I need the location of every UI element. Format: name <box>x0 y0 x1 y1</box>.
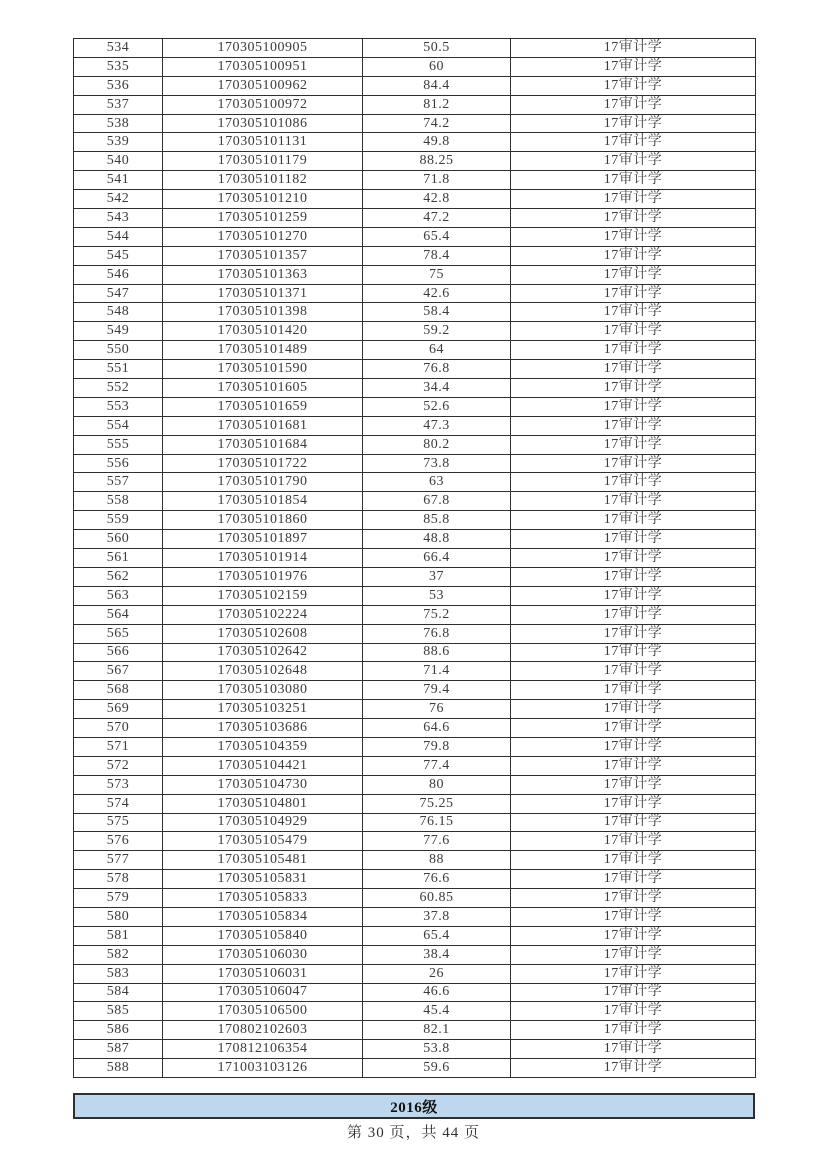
score-cell: 37.8 <box>363 907 511 926</box>
student-id-cell: 170305101684 <box>163 435 363 454</box>
score-cell: 47.3 <box>363 416 511 435</box>
score-cell: 38.4 <box>363 945 511 964</box>
page-footer: 第 30 页，共 44 页 <box>346 1125 480 1141</box>
score-cell: 76.6 <box>363 870 511 889</box>
student-id-cell: 170305105481 <box>163 851 363 870</box>
score-cell: 80.2 <box>363 435 511 454</box>
row-number-cell: 569 <box>74 700 163 719</box>
major-cell: 17审计学 <box>511 719 756 738</box>
major-cell: 17审计学 <box>511 209 756 228</box>
table-row <box>74 1021 756 1040</box>
score-table <box>73 38 756 1078</box>
major-cell: 17审计学 <box>511 945 756 964</box>
student-id-cell: 170305101659 <box>163 397 363 416</box>
score-cell: 45.4 <box>363 1002 511 1021</box>
student-id-cell: 171003103126 <box>163 1059 363 1078</box>
student-id-cell: 170305103686 <box>163 719 363 738</box>
row-number-cell: 580 <box>74 907 163 926</box>
row-number-cell: 564 <box>74 605 163 624</box>
score-cell: 50.5 <box>363 39 511 58</box>
table-row <box>74 190 756 209</box>
major-cell: 17审计学 <box>511 133 756 152</box>
grade-band-label: 2016级 <box>390 1099 438 1116</box>
student-id-cell: 170305105831 <box>163 870 363 889</box>
table-row <box>74 586 756 605</box>
row-number-cell: 560 <box>74 530 163 549</box>
student-id-cell: 170305104929 <box>163 813 363 832</box>
major-cell: 17审计学 <box>511 152 756 171</box>
table-row <box>74 1002 756 1021</box>
student-id-cell: 170305101259 <box>163 209 363 228</box>
student-id-cell: 170305102642 <box>163 643 363 662</box>
score-cell: 76 <box>363 700 511 719</box>
row-number-cell: 562 <box>74 567 163 586</box>
major-cell: 17审计学 <box>511 171 756 190</box>
score-cell: 74.2 <box>363 114 511 133</box>
score-cell: 60.85 <box>363 889 511 908</box>
row-number-cell: 575 <box>74 813 163 832</box>
major-cell: 17审计学 <box>511 643 756 662</box>
table-row <box>74 171 756 190</box>
score-cell: 79.4 <box>363 681 511 700</box>
table-row <box>74 870 756 889</box>
score-cell: 53.8 <box>363 1040 511 1059</box>
major-cell: 17审计学 <box>511 662 756 681</box>
table-row <box>74 246 756 265</box>
table-row <box>74 832 756 851</box>
major-cell: 17审计学 <box>511 246 756 265</box>
table-row <box>74 851 756 870</box>
major-cell: 17审计学 <box>511 549 756 568</box>
student-id-cell: 170305101681 <box>163 416 363 435</box>
student-id-cell: 170305105834 <box>163 907 363 926</box>
major-cell: 17审计学 <box>511 964 756 983</box>
table-row <box>74 360 756 379</box>
row-number-cell: 588 <box>74 1059 163 1078</box>
score-cell: 67.8 <box>363 492 511 511</box>
score-cell: 58.4 <box>363 303 511 322</box>
table-row <box>74 567 756 586</box>
row-number-cell: 537 <box>74 95 163 114</box>
table-row <box>74 719 756 738</box>
student-id-cell: 170305100972 <box>163 95 363 114</box>
row-number-cell: 554 <box>74 416 163 435</box>
score-cell: 26 <box>363 964 511 983</box>
student-id-cell: 170305105840 <box>163 926 363 945</box>
score-cell: 64.6 <box>363 719 511 738</box>
table-row <box>74 681 756 700</box>
major-cell: 17审计学 <box>511 454 756 473</box>
table-row <box>74 209 756 228</box>
student-id-cell: 170305104421 <box>163 756 363 775</box>
major-cell: 17审计学 <box>511 813 756 832</box>
score-cell: 75.2 <box>363 605 511 624</box>
major-cell: 17审计学 <box>511 284 756 303</box>
table-row <box>74 473 756 492</box>
student-id-cell: 170305104359 <box>163 737 363 756</box>
major-cell: 17审计学 <box>511 794 756 813</box>
row-number-cell: 538 <box>74 114 163 133</box>
row-number-cell: 563 <box>74 586 163 605</box>
row-number-cell: 539 <box>74 133 163 152</box>
score-cell: 78.4 <box>363 246 511 265</box>
row-number-cell: 587 <box>74 1040 163 1059</box>
major-cell: 17审计学 <box>511 190 756 209</box>
row-number-cell: 577 <box>74 851 163 870</box>
table-row <box>74 341 756 360</box>
major-cell: 17审计学 <box>511 870 756 889</box>
table-row <box>74 549 756 568</box>
row-number-cell: 536 <box>74 76 163 95</box>
score-cell: 75.25 <box>363 794 511 813</box>
grade-band <box>73 1093 755 1119</box>
score-cell: 65.4 <box>363 227 511 246</box>
table-row <box>74 511 756 530</box>
row-number-cell: 582 <box>74 945 163 964</box>
score-cell: 49.8 <box>363 133 511 152</box>
row-number-cell: 553 <box>74 397 163 416</box>
table-row <box>74 114 756 133</box>
row-number-cell: 565 <box>74 624 163 643</box>
major-cell: 17审计学 <box>511 1040 756 1059</box>
major-cell: 17审计学 <box>511 700 756 719</box>
student-id-cell: 170305101489 <box>163 341 363 360</box>
table-row <box>74 662 756 681</box>
student-id-cell: 170305101371 <box>163 284 363 303</box>
major-cell: 17审计学 <box>511 851 756 870</box>
score-cell: 85.8 <box>363 511 511 530</box>
score-cell: 48.8 <box>363 530 511 549</box>
major-cell: 17审计学 <box>511 624 756 643</box>
score-cell: 75 <box>363 265 511 284</box>
student-id-cell: 170305102648 <box>163 662 363 681</box>
major-cell: 17审计学 <box>511 473 756 492</box>
row-number-cell: 583 <box>74 964 163 983</box>
row-number-cell: 586 <box>74 1021 163 1040</box>
major-cell: 17审计学 <box>511 889 756 908</box>
student-id-cell: 170305100951 <box>163 57 363 76</box>
student-id-cell: 170305101131 <box>163 133 363 152</box>
table-row <box>74 265 756 284</box>
row-number-cell: 571 <box>74 737 163 756</box>
student-id-cell: 170305102159 <box>163 586 363 605</box>
student-id-cell: 170305102224 <box>163 605 363 624</box>
major-cell: 17审计学 <box>511 926 756 945</box>
major-cell: 17审计学 <box>511 114 756 133</box>
student-id-cell: 170305101086 <box>163 114 363 133</box>
major-cell: 17审计学 <box>511 492 756 511</box>
table-row <box>74 530 756 549</box>
score-cell: 81.2 <box>363 95 511 114</box>
table-row <box>74 95 756 114</box>
table-row <box>74 605 756 624</box>
score-cell: 46.6 <box>363 983 511 1002</box>
row-number-cell: 541 <box>74 171 163 190</box>
row-number-cell: 568 <box>74 681 163 700</box>
major-cell: 17审计学 <box>511 907 756 926</box>
table-row <box>74 737 756 756</box>
major-cell: 17审计学 <box>511 39 756 58</box>
student-id-cell: 170305101605 <box>163 379 363 398</box>
row-number-cell: 574 <box>74 794 163 813</box>
row-number-cell: 578 <box>74 870 163 889</box>
major-cell: 17审计学 <box>511 530 756 549</box>
table-row <box>74 152 756 171</box>
row-number-cell: 542 <box>74 190 163 209</box>
student-id-cell: 170305101210 <box>163 190 363 209</box>
major-cell: 17审计学 <box>511 1002 756 1021</box>
row-number-cell: 548 <box>74 303 163 322</box>
score-cell: 66.4 <box>363 549 511 568</box>
student-id-cell: 170305102608 <box>163 624 363 643</box>
student-id-cell: 170305101790 <box>163 473 363 492</box>
major-cell: 17审计学 <box>511 586 756 605</box>
table-row <box>74 756 756 775</box>
student-id-cell: 170305106031 <box>163 964 363 983</box>
major-cell: 17审计学 <box>511 756 756 775</box>
student-id-cell: 170305101722 <box>163 454 363 473</box>
score-cell: 64 <box>363 341 511 360</box>
major-cell: 17审计学 <box>511 360 756 379</box>
score-cell: 59.2 <box>363 322 511 341</box>
score-cell: 88 <box>363 851 511 870</box>
student-id-cell: 170305104730 <box>163 775 363 794</box>
row-number-cell: 573 <box>74 775 163 794</box>
score-cell: 73.8 <box>363 454 511 473</box>
table-row <box>74 322 756 341</box>
student-id-cell: 170305101854 <box>163 492 363 511</box>
score-cell: 76.8 <box>363 624 511 643</box>
table-row <box>74 889 756 908</box>
row-number-cell: 547 <box>74 284 163 303</box>
student-id-cell: 170305101398 <box>163 303 363 322</box>
student-id-cell: 170305106047 <box>163 983 363 1002</box>
table-row <box>74 416 756 435</box>
student-id-cell: 170812106354 <box>163 1040 363 1059</box>
major-cell: 17审计学 <box>511 435 756 454</box>
score-cell: 37 <box>363 567 511 586</box>
row-number-cell: 534 <box>74 39 163 58</box>
student-id-cell: 170305101363 <box>163 265 363 284</box>
score-cell: 71.4 <box>363 662 511 681</box>
score-cell: 76.8 <box>363 360 511 379</box>
student-id-cell: 170305101914 <box>163 549 363 568</box>
table-row <box>74 435 756 454</box>
major-cell: 17审计学 <box>511 416 756 435</box>
table-row <box>74 303 756 322</box>
major-cell: 17审计学 <box>511 737 756 756</box>
score-cell: 77.4 <box>363 756 511 775</box>
row-number-cell: 572 <box>74 756 163 775</box>
score-cell: 88.6 <box>363 643 511 662</box>
table-row <box>74 1059 756 1078</box>
score-cell: 65.4 <box>363 926 511 945</box>
score-cell: 77.6 <box>363 832 511 851</box>
student-id-cell: 170802102603 <box>163 1021 363 1040</box>
score-cell: 79.8 <box>363 737 511 756</box>
major-cell: 17审计学 <box>511 775 756 794</box>
row-number-cell: 544 <box>74 227 163 246</box>
row-number-cell: 543 <box>74 209 163 228</box>
row-number-cell: 567 <box>74 662 163 681</box>
row-number-cell: 550 <box>74 341 163 360</box>
major-cell: 17审计学 <box>511 397 756 416</box>
score-cell: 42.8 <box>363 190 511 209</box>
major-cell: 17审计学 <box>511 95 756 114</box>
score-cell: 42.6 <box>363 284 511 303</box>
table-row <box>74 492 756 511</box>
student-id-cell: 170305105479 <box>163 832 363 851</box>
row-number-cell: 545 <box>74 246 163 265</box>
score-cell: 80 <box>363 775 511 794</box>
score-cell: 88.25 <box>363 152 511 171</box>
student-id-cell: 170305101860 <box>163 511 363 530</box>
student-id-cell: 170305105833 <box>163 889 363 908</box>
major-cell: 17审计学 <box>511 341 756 360</box>
major-cell: 17审计学 <box>511 832 756 851</box>
table-row <box>74 926 756 945</box>
student-id-cell: 170305103251 <box>163 700 363 719</box>
table-row <box>74 983 756 1002</box>
major-cell: 17审计学 <box>511 76 756 95</box>
row-number-cell: 585 <box>74 1002 163 1021</box>
row-number-cell: 558 <box>74 492 163 511</box>
student-id-cell: 170305101420 <box>163 322 363 341</box>
major-cell: 17审计学 <box>511 227 756 246</box>
score-cell: 34.4 <box>363 379 511 398</box>
table-row <box>74 643 756 662</box>
table-row <box>74 794 756 813</box>
score-cell: 52.6 <box>363 397 511 416</box>
table-row <box>74 227 756 246</box>
row-number-cell: 551 <box>74 360 163 379</box>
student-id-cell: 170305103080 <box>163 681 363 700</box>
score-cell: 71.8 <box>363 171 511 190</box>
table-row <box>74 700 756 719</box>
score-cell: 60 <box>363 57 511 76</box>
row-number-cell: 557 <box>74 473 163 492</box>
row-number-cell: 559 <box>74 511 163 530</box>
student-id-cell: 170305101182 <box>163 171 363 190</box>
major-cell: 17审计学 <box>511 265 756 284</box>
student-id-cell: 170305101897 <box>163 530 363 549</box>
table-row <box>74 284 756 303</box>
major-cell: 17审计学 <box>511 511 756 530</box>
score-cell: 84.4 <box>363 76 511 95</box>
student-id-cell: 170305106030 <box>163 945 363 964</box>
row-number-cell: 576 <box>74 832 163 851</box>
major-cell: 17审计学 <box>511 303 756 322</box>
major-cell: 17审计学 <box>511 605 756 624</box>
major-cell: 17审计学 <box>511 681 756 700</box>
student-id-cell: 170305101590 <box>163 360 363 379</box>
major-cell: 17审计学 <box>511 379 756 398</box>
table-row <box>74 76 756 95</box>
row-number-cell: 549 <box>74 322 163 341</box>
student-id-cell: 170305101179 <box>163 152 363 171</box>
major-cell: 17审计学 <box>511 1021 756 1040</box>
table-row <box>74 945 756 964</box>
table-row <box>74 907 756 926</box>
major-cell: 17审计学 <box>511 567 756 586</box>
row-number-cell: 566 <box>74 643 163 662</box>
table-row <box>74 133 756 152</box>
table-row <box>74 39 756 58</box>
score-cell: 63 <box>363 473 511 492</box>
major-cell: 17审计学 <box>511 322 756 341</box>
row-number-cell: 546 <box>74 265 163 284</box>
score-cell: 82.1 <box>363 1021 511 1040</box>
table-row <box>74 813 756 832</box>
table-row <box>74 379 756 398</box>
student-id-cell: 170305106500 <box>163 1002 363 1021</box>
student-id-cell: 170305101357 <box>163 246 363 265</box>
student-id-cell: 170305101976 <box>163 567 363 586</box>
table-row <box>74 775 756 794</box>
row-number-cell: 570 <box>74 719 163 738</box>
major-cell: 17审计学 <box>511 1059 756 1078</box>
row-number-cell: 581 <box>74 926 163 945</box>
student-id-cell: 170305104801 <box>163 794 363 813</box>
score-cell: 59.6 <box>363 1059 511 1078</box>
table-row <box>74 964 756 983</box>
table-row <box>74 1040 756 1059</box>
score-cell: 53 <box>363 586 511 605</box>
student-id-cell: 170305100905 <box>163 39 363 58</box>
row-number-cell: 584 <box>74 983 163 1002</box>
table-row <box>74 57 756 76</box>
major-cell: 17审计学 <box>511 983 756 1002</box>
student-id-cell: 170305101270 <box>163 227 363 246</box>
row-number-cell: 561 <box>74 549 163 568</box>
student-id-cell: 170305100962 <box>163 76 363 95</box>
score-cell: 76.15 <box>363 813 511 832</box>
table-row <box>74 454 756 473</box>
row-number-cell: 535 <box>74 57 163 76</box>
major-cell: 17审计学 <box>511 57 756 76</box>
row-number-cell: 552 <box>74 379 163 398</box>
score-cell: 47.2 <box>363 209 511 228</box>
score-table-body <box>74 39 756 1078</box>
table-row <box>74 624 756 643</box>
row-number-cell: 555 <box>74 435 163 454</box>
table-row <box>74 397 756 416</box>
row-number-cell: 579 <box>74 889 163 908</box>
row-number-cell: 556 <box>74 454 163 473</box>
row-number-cell: 540 <box>74 152 163 171</box>
